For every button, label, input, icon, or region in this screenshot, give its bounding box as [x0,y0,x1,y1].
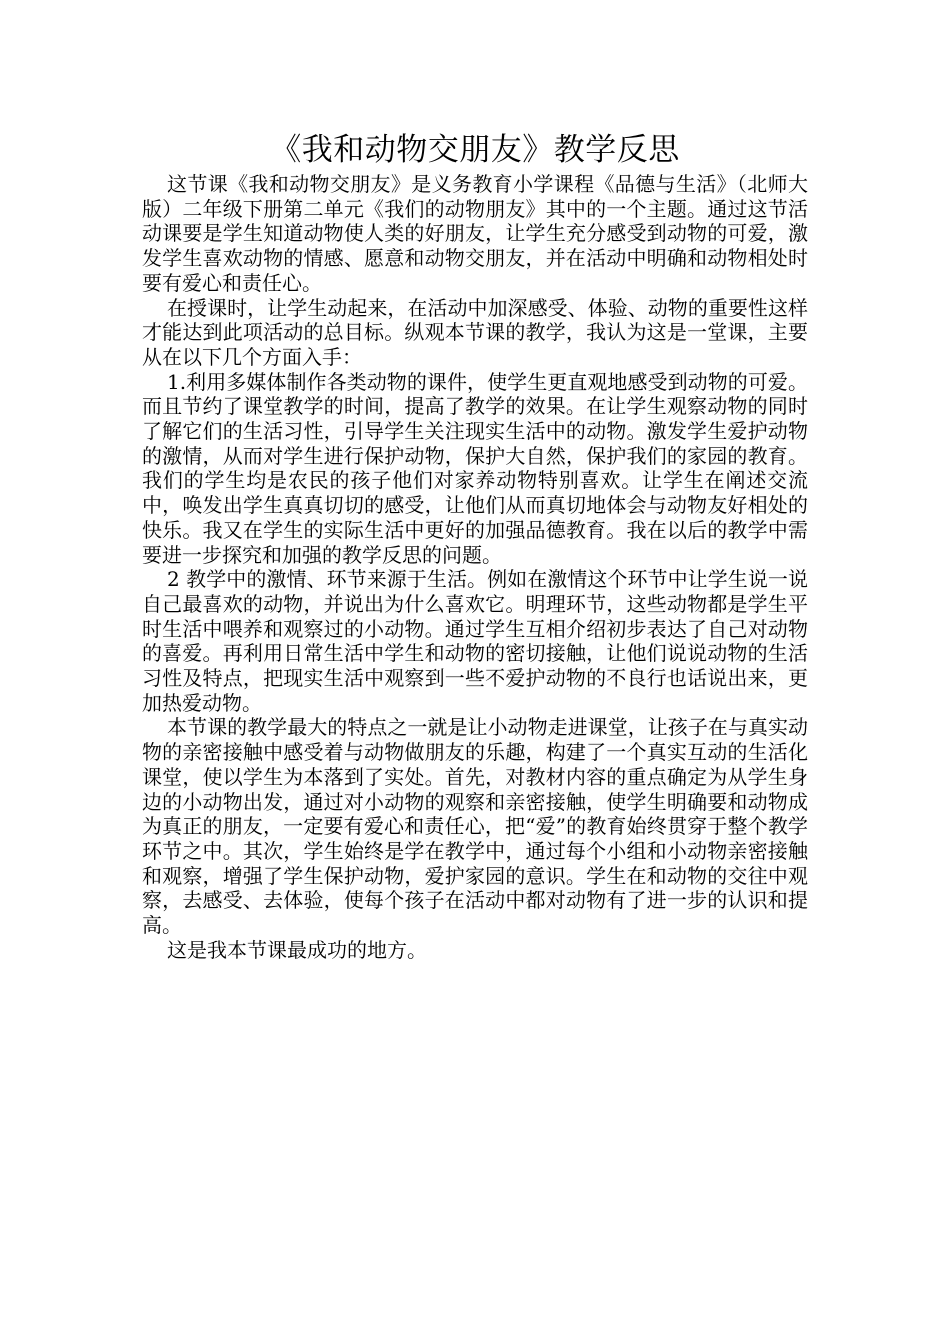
paragraph-point-1-multimedia: 1.利用多媒体制作各类动物的课件，使学生更直观地感受到动物的可爱。而且节约了课堂教学的时间，提高了教学的效果。在让学生观察动物的同时了解它们的生活习性，引导学生关注现实生活中的动物。激发学生爱护动物的激情，从而对学生进行保护动物，保护大自然，保护我们的家园的教育。我们的学生均是农民的孩子他们对家养动物特别喜欢。让学生在阐述交流中，唤发出学生真真切切的感受，让他们从而真切地体会与动物友好相处的快乐。我又在学生的实际生活中更好的加强品德教育。我在以后的教学中需要进一步探究和加强的教学反思的问题。 [142,369,808,567]
paragraph-teaching-approach: 在授课时，让学生动起来，在活动中加深感受、体验、动物的重要性这样才能达到此项活动的总目标。纵观本节课的教学，我认为这是一堂课，主要从在以下几个方面入手： [142,295,808,369]
document-body [142,172,808,963]
paragraph-intro: 这节课《我和动物交朋友》是义务教育小学课程《品德与生活》（北师大版）二年级下册第二单元《我们的动物朋友》其中的一个主题。通过这节活动课要是学生知道动物使人类的好朋友，让学生充分感受到动物的可爱，激发学生喜欢动物的情感、愿意和动物交朋友，并在活动中明确和动物相处时要有爱心和责任心。 [142,172,808,295]
document-title: 《我和动物交朋友》教学反思 [270,132,680,168]
paragraph-highlights: 本节课的教学最大的特点之一就是让小动物走进课堂，让孩子在与真实动物的亲密接触中感受着与动物做朋友的乐趣，构建了一个真实互动的生活化课堂，使以学生为本落到了实处。首先，对教材内容的重点确定为从学生身边的小动物出发，通过对小动物的观察和亲密接触，使学生明确要和动物成为真正的朋友，一定要有爱心和责任心，把“爱”的教育始终贯穿于整个教学环节之中。其次，学生始终是学在教学中，通过每个小组和小动物亲密接触和观察，增强了学生保护动物，爱护家园的意识。学生在和动物的交往中观察，去感受、去体验，使每个孩子在活动中都对动物有了进一步的认识和提高。 [142,715,808,938]
paragraph-conclusion: 这是我本节课最成功的地方。 [167,937,427,962]
paragraph-point-2-life: 2 教学中的激情、环节来源于生活。例如在激情这个环节中让学生说一说自己最喜欢的动物，并说出为什么喜欢它。明理环节，这些动物都是学生平时生活中喂养和观察过的小动物。通过学生互相介绍初步表达了自己对动物的喜爱。再利用日常生活中学生和动物的密切接触，让他们说说动物的生活习性及特点，把现实生活中观察到一些不爱护动物的不良行也话说出来，更加热爱动物。 [142,567,808,715]
